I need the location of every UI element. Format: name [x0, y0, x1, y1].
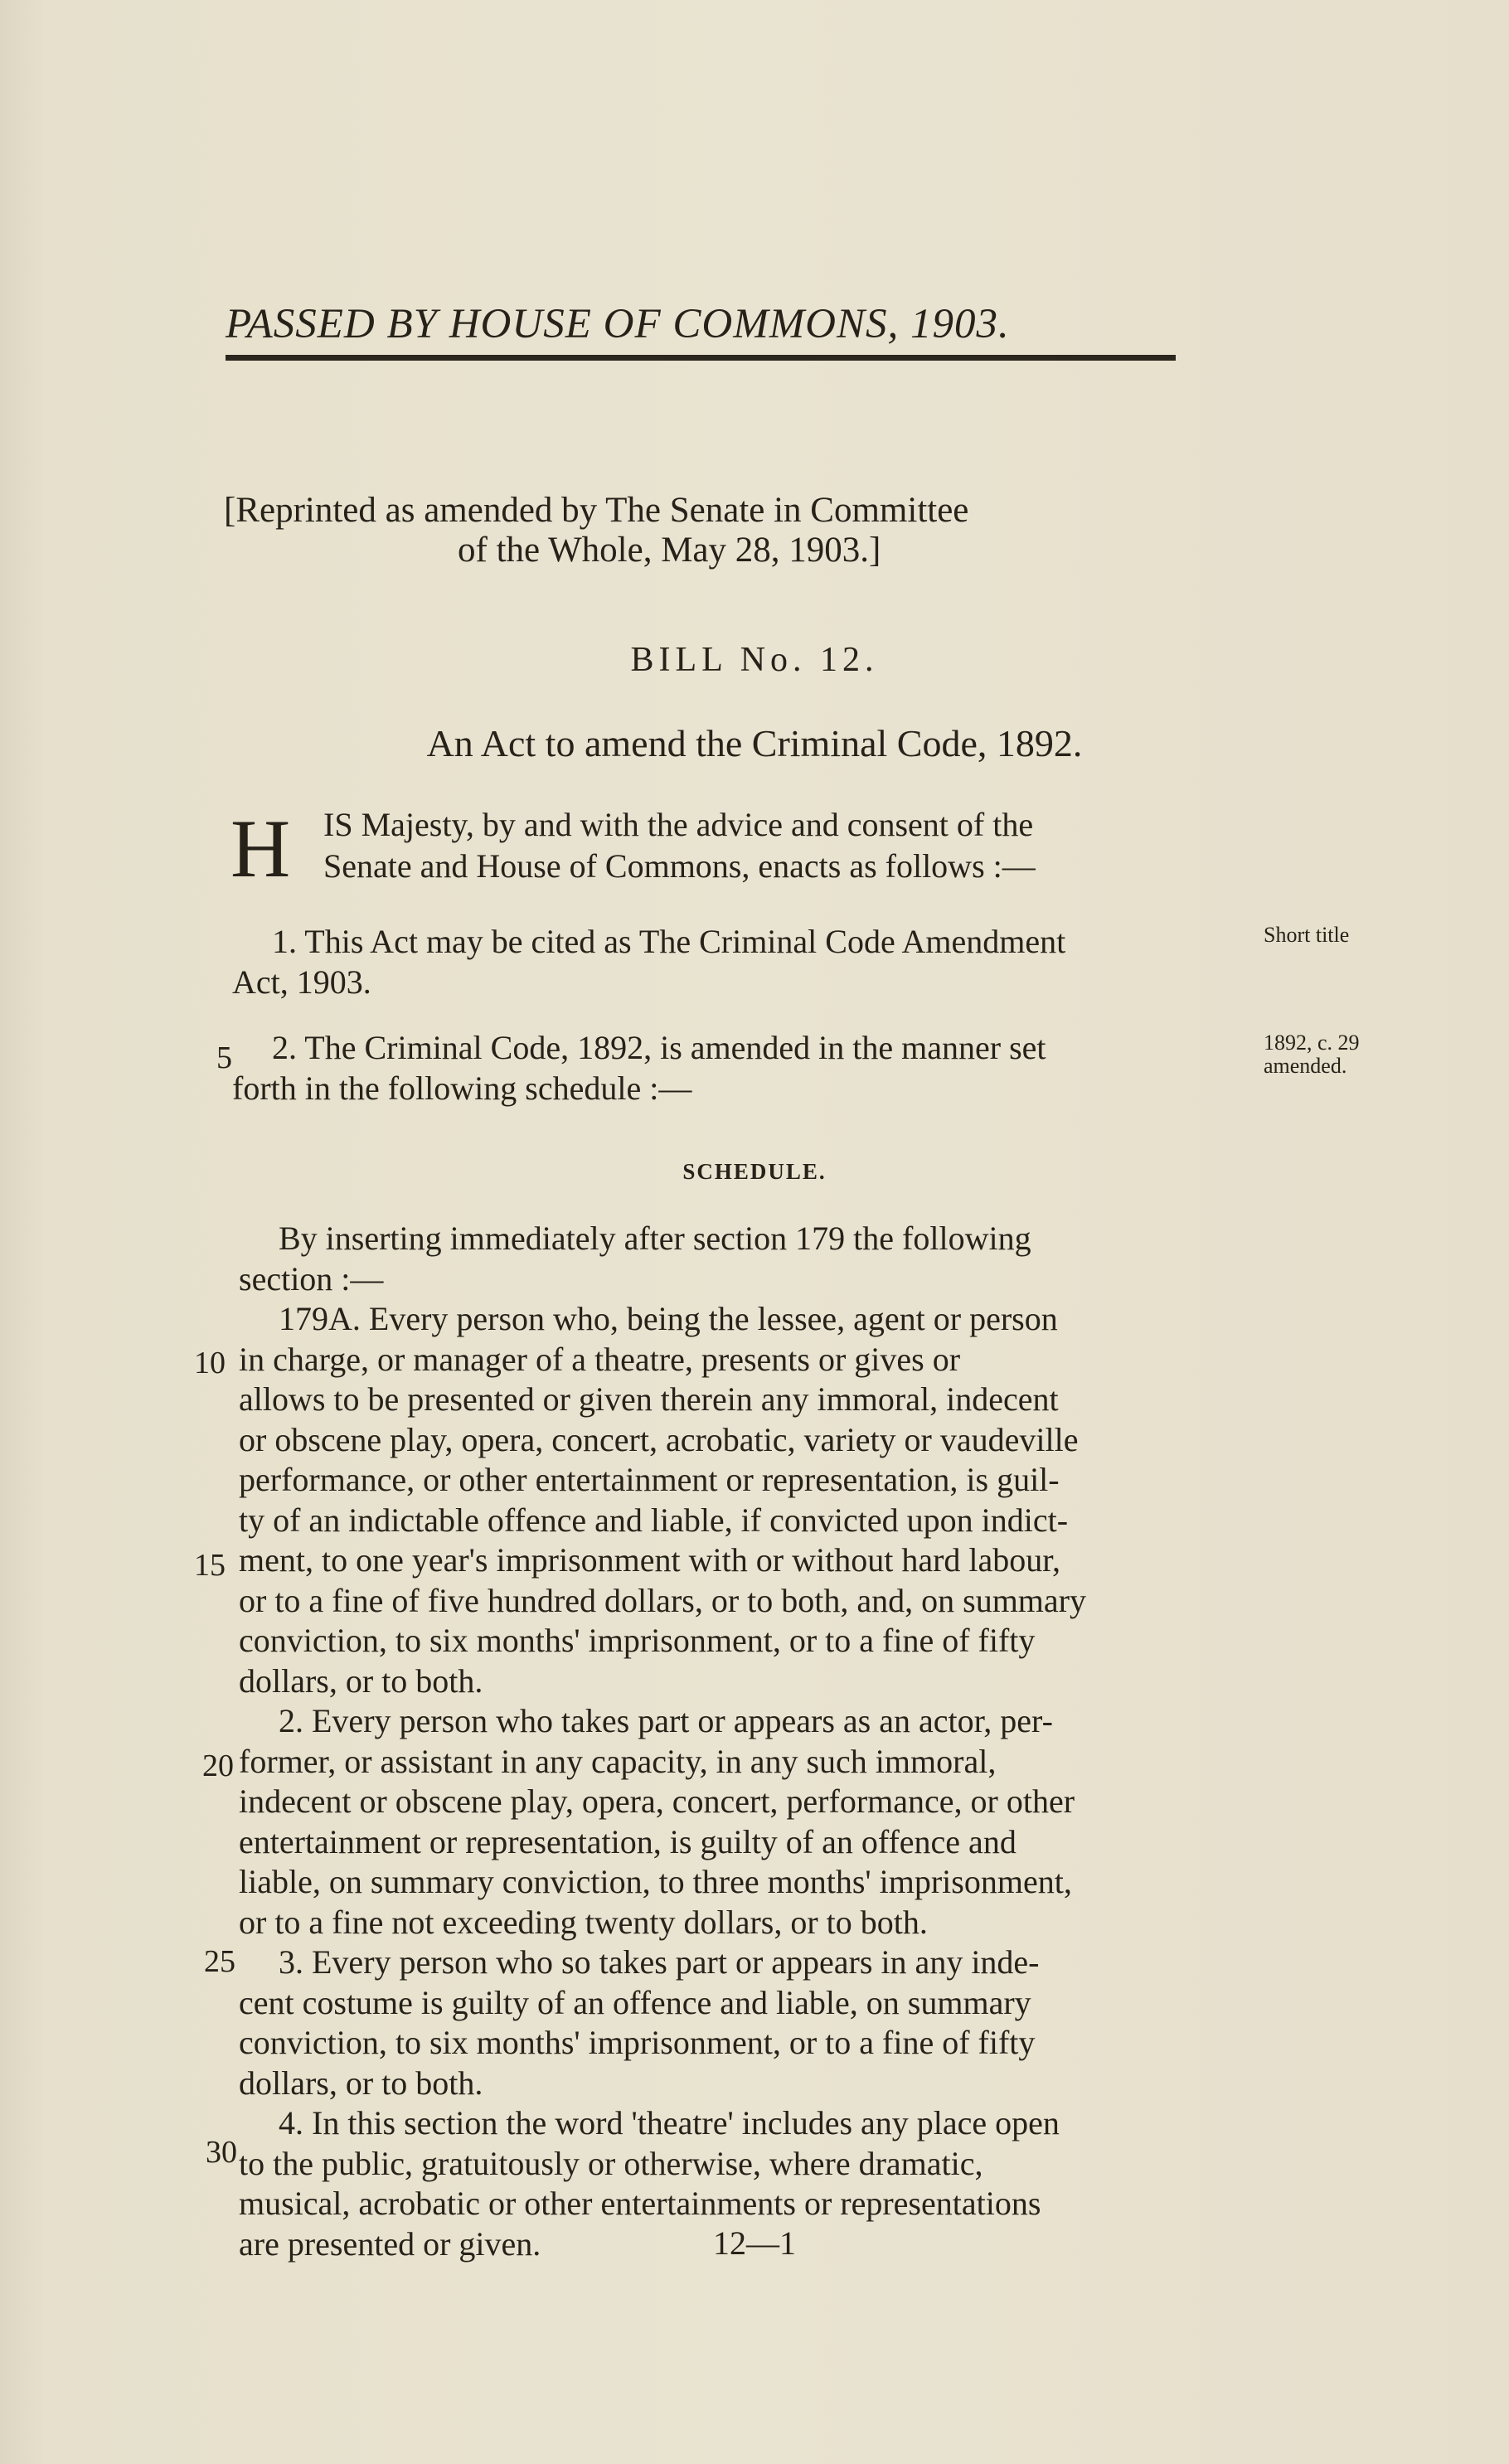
header-rule	[226, 355, 1176, 361]
schedule-line: 3. Every person who so takes part or appears in any inde-	[279, 1943, 1040, 1981]
enacting-clause-line: Senate and House of Commons, enacts as follows :—	[323, 847, 1036, 885]
schedule-line: or obscene play, opera, concert, acrobatic, variety or vaudeville	[239, 1420, 1079, 1458]
line-number: 5	[216, 1040, 232, 1075]
schedule-line: section :—	[239, 1259, 384, 1297]
enacting-clause-line: IS Majesty, by and with the advice and consent of the	[323, 806, 1034, 843]
schedule-text	[239, 1219, 1267, 2264]
reprint-note-line: of the Whole, May 28, 1903.]	[458, 531, 881, 570]
schedule-line: entertainment or representation, is guilty of an offence and	[239, 1822, 1017, 1860]
margin-note-amended	[1264, 1031, 1360, 1078]
margin-note-line: 1892, c. 29	[1264, 1031, 1360, 1055]
reprint-note	[224, 491, 1252, 570]
section-1	[232, 922, 1260, 1002]
line-number: 30	[206, 2135, 237, 2170]
line-number: 15	[194, 1548, 226, 1583]
passage-header: PASSED BY HOUSE OF COMMONS, 1903.	[226, 301, 1010, 347]
section-2	[232, 1028, 1260, 1108]
section-1-line: 1. This Act may be cited as The Criminal Code Amendment	[272, 923, 1066, 960]
section-1-line: Act, 1903.	[232, 963, 371, 1001]
margin-note-line: amended.	[1264, 1054, 1347, 1078]
schedule-line: conviction, to six months' imprisonment, or to a fine of fifty	[239, 1622, 1036, 1659]
drop-cap: H	[230, 803, 291, 895]
schedule-line: dollars, or to both.	[239, 2064, 483, 2102]
enacting-clause	[323, 804, 1285, 887]
schedule-line: indecent or obscene play, opera, concert, performance, or other	[239, 1783, 1075, 1820]
schedule-line: 179A. Every person who, being the lessee, agent or person	[279, 1300, 1058, 1337]
act-title: An Act to amend the Criminal Code, 1892.	[426, 722, 1083, 764]
schedule-line: performance, or other entertainment or representation, is guil-	[239, 1461, 1060, 1498]
schedule-line: conviction, to six months' imprisonment, or to a fine of fifty	[239, 2024, 1036, 2061]
schedule-line: 4. In this section the word 'theatre' includes any place open	[279, 2104, 1060, 2141]
schedule-line: liable, on summary conviction, to three months' imprisonment,	[239, 1863, 1072, 1900]
section-2-line: forth in the following schedule :—	[232, 1069, 692, 1107]
schedule-line: dollars, or to both.	[239, 1661, 483, 1700]
folio: 12—1	[713, 2224, 796, 2262]
reprint-note-line: [Reprinted as amended by The Senate in Committee	[224, 491, 969, 530]
schedule-line: musical, acrobatic or other entertainments or representations	[239, 2185, 1041, 2222]
schedule-line: in charge, or manager of a theatre, presents or gives or	[239, 1340, 961, 1378]
schedule-title: SCHEDULE.	[682, 1159, 827, 1184]
margin-note-short-title: Short title	[1264, 923, 1350, 947]
schedule-line: ty of an indictable offence and liable, if convicted upon indict-	[239, 1501, 1069, 1539]
schedule-line: 2. Every person who takes part or appears as an actor, per-	[279, 1702, 1053, 1739]
bill-number: BILL No. 12.	[630, 641, 879, 679]
schedule-line: cent costume is guilty of an offence and liable, on summary	[239, 1983, 1031, 2021]
line-number: 20	[202, 1749, 234, 1783]
line-number: 25	[204, 1944, 235, 1979]
schedule-line: ment, to one year's imprisonment with or without hard labour,	[239, 1541, 1060, 1579]
schedule-line: or to a fine not exceeding twenty dollars, or to both.	[239, 1903, 928, 1941]
section-2-line: 2. The Criminal Code, 1892, is amended in the manner set	[272, 1029, 1046, 1066]
schedule-line: former, or assistant in any capacity, in any such immoral,	[239, 1742, 997, 1780]
schedule-line: are presented or given.	[239, 2224, 541, 2263]
schedule-line: to the public, gratuitously or otherwise, where dramatic,	[239, 2144, 983, 2182]
line-number: 10	[194, 1346, 226, 1380]
schedule-line: By inserting immediately after section 179 the following	[279, 1220, 1031, 1257]
schedule-line: or to a fine of five hundred dollars, or to both, and, on summary	[239, 1581, 1086, 1619]
schedule-line: allows to be presented or given therein any immoral, indecent	[239, 1380, 1059, 1418]
